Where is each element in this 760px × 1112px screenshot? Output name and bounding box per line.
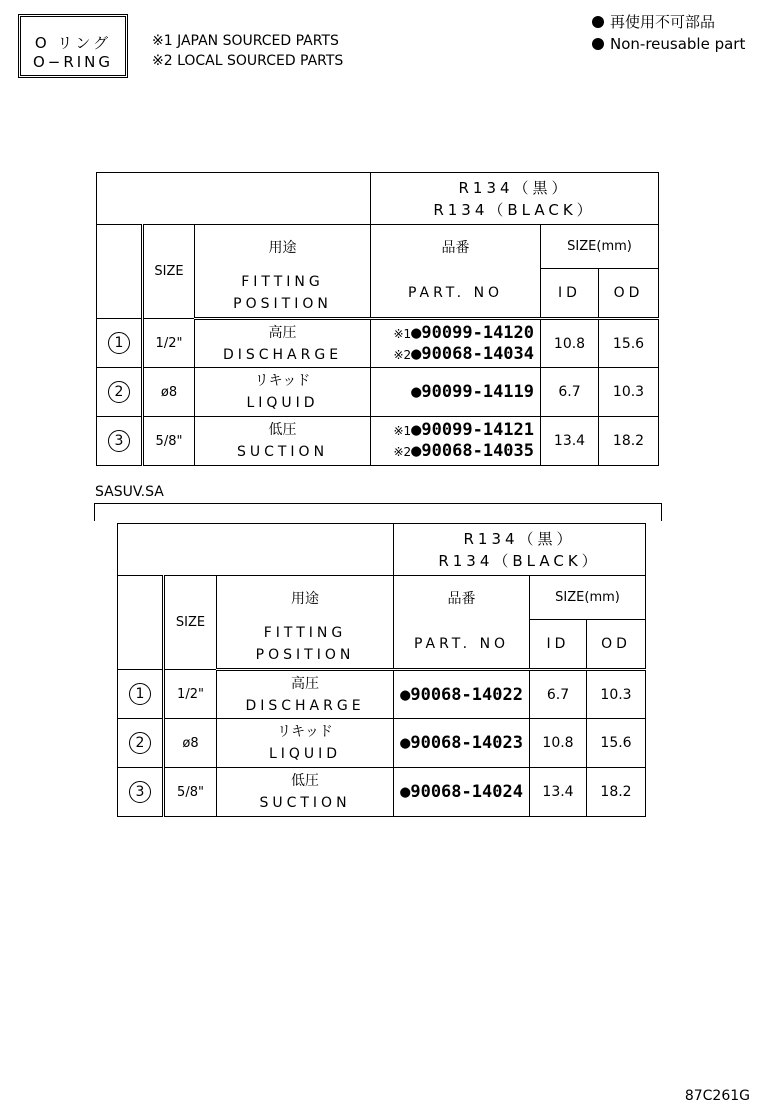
id-header: ID — [530, 620, 587, 670]
row-use: 高圧 DISCHARGE — [217, 670, 394, 719]
use-jp-header: 用途 — [195, 225, 371, 269]
legend — [592, 11, 745, 55]
row-index: 1 — [129, 683, 151, 705]
figure-code: 87C261G — [684, 1088, 750, 1104]
row-id: 10.8 — [541, 319, 599, 368]
row-index: 1 — [108, 332, 130, 354]
row-size: 5/8" — [164, 768, 217, 817]
row-part-numbers: ●90099-14119 — [371, 368, 541, 417]
local-sourced-note: ※2 LOCAL SOURCED PARTS — [152, 53, 344, 69]
part-number: 90068-14023 — [410, 733, 523, 753]
row-id: 13.4 — [541, 417, 599, 466]
row-od: 15.6 — [587, 719, 646, 768]
table-row — [118, 670, 646, 719]
index-header — [118, 576, 164, 670]
table-row — [118, 768, 646, 817]
table-row — [97, 417, 659, 466]
row-use: リキッド LIQUID — [217, 719, 394, 768]
refrigerant-header: R134（黒） R134（BLACK） — [371, 173, 659, 225]
legend-en: Non-reusable part — [592, 33, 745, 55]
od-header: OD — [599, 269, 659, 319]
parts-table-2 — [117, 523, 646, 817]
part-number: 90068-14035 — [421, 441, 535, 461]
table-row — [97, 368, 659, 417]
row-use: リキッド LIQUID — [195, 368, 371, 417]
row-od: 15.6 — [599, 319, 659, 368]
row-use: 低圧 SUCTION — [195, 417, 371, 466]
bullet-icon — [592, 16, 604, 28]
row-od: 18.2 — [599, 417, 659, 466]
row-part-numbers: ●90068-14022 — [394, 670, 530, 719]
row-use: 低圧 SUCTION — [217, 768, 394, 817]
row-id: 10.8 — [530, 719, 587, 768]
row-od: 10.3 — [599, 368, 659, 417]
part-number: 90068-14034 — [421, 343, 535, 364]
row-part-numbers: ●90068-14024 — [394, 768, 530, 817]
part-no-jp-header: 品番 — [394, 576, 530, 620]
row-part-numbers: ●90068-14023 — [394, 719, 530, 768]
size-header: SIZE — [143, 225, 195, 319]
size-mm-header: SIZE(mm) — [541, 225, 659, 269]
refrigerant-header: R134（黒） R134（BLACK） — [394, 524, 646, 576]
od-header: OD — [587, 620, 646, 670]
row-size: 5/8" — [143, 417, 195, 466]
row-part-numbers: ※1●90099-14120 ※2●90068-14034 — [371, 319, 541, 368]
row-size: 1/2" — [143, 319, 195, 368]
row-size: 1/2" — [164, 670, 217, 719]
table-row — [118, 719, 646, 768]
row-od: 10.3 — [587, 670, 646, 719]
bullet-icon — [592, 38, 604, 50]
size-mm-header: SIZE(mm) — [530, 576, 646, 620]
section-label: SASUV.SA — [95, 484, 164, 500]
row-use: 高圧 DISCHARGE — [195, 319, 371, 368]
id-header: ID — [541, 269, 599, 319]
parts-table-1 — [96, 172, 659, 466]
part-number: 90099-14120 — [421, 322, 535, 343]
row-id: 13.4 — [530, 768, 587, 817]
part-number: 90068-14024 — [410, 782, 523, 802]
table-row — [97, 319, 659, 368]
source-notes — [152, 31, 343, 71]
part-no-header: PART. NO — [371, 269, 541, 319]
japan-sourced-note: ※1 JAPAN SOURCED PARTS — [152, 33, 339, 49]
row-index: 3 — [108, 430, 130, 452]
size-header: SIZE — [164, 576, 217, 670]
part-no-jp-header: 品番 — [371, 225, 541, 269]
row-index: 2 — [108, 381, 130, 403]
o-ring-en-label: O−RING — [32, 53, 114, 71]
part-number: 90068-14022 — [410, 684, 523, 705]
legend-jp: 再使用不可部品 — [592, 11, 745, 33]
part-no-header: PART. NO — [394, 620, 530, 670]
part-number: 90099-14119 — [421, 381, 535, 402]
header-blank — [118, 524, 394, 576]
index-header — [97, 225, 143, 319]
fitting-position-header: FITTING POSITION — [195, 269, 371, 319]
use-jp-header: 用途 — [217, 576, 394, 620]
row-id: 6.7 — [541, 368, 599, 417]
row-id: 6.7 — [530, 670, 587, 719]
row-index: 3 — [129, 781, 151, 803]
row-size: ø8 — [164, 719, 217, 768]
row-index: 2 — [129, 732, 151, 754]
o-ring-label-box — [18, 14, 128, 78]
row-od: 18.2 — [587, 768, 646, 817]
fitting-position-header: FITTING POSITION — [217, 620, 394, 670]
o-ring-jp-label: O リング — [34, 34, 112, 52]
row-part-numbers: ※1●90099-14121 ※2●90068-14035 — [371, 417, 541, 466]
section-bracket — [94, 503, 662, 521]
header-blank — [97, 173, 371, 225]
row-size: ø8 — [143, 368, 195, 417]
part-number: 90099-14121 — [421, 420, 535, 440]
